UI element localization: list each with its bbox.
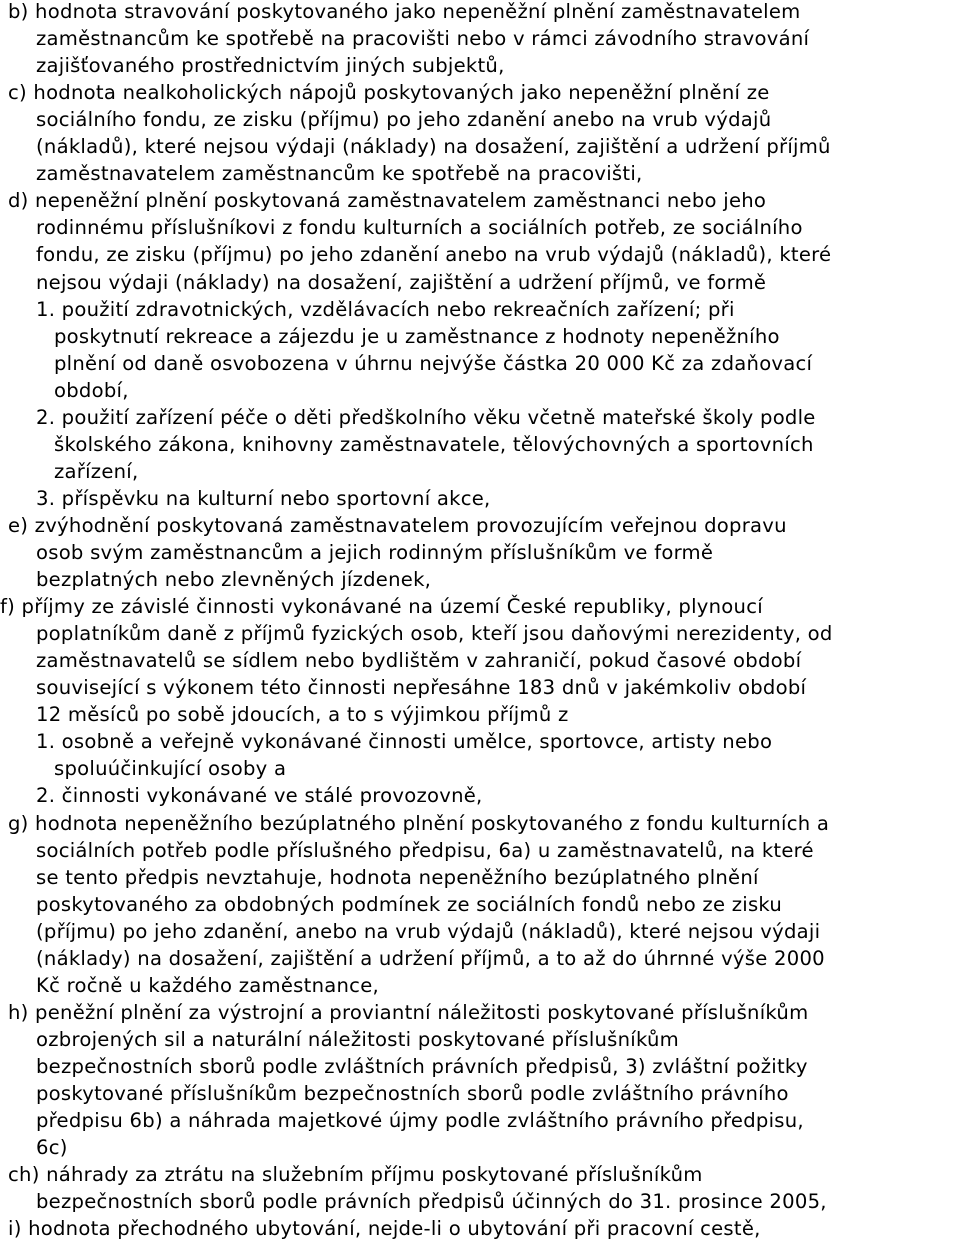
text-line: e) zvýhodnění poskytovaná zaměstnavatelem provozujícím veřejnou dopravu (8, 513, 787, 537)
text-line: rodinnému příslušníkovi z fondu kulturních a sociálních potřeb, ze sociálního (36, 216, 803, 240)
text-line: související s výkonem této činnosti nepřesáhne 183 dnů v jakémkoliv období (36, 676, 807, 700)
text-line: 2. použití zařízení péče o děti předškolního věku včetně mateřské školy podle (36, 405, 816, 429)
text-line: poplatníkům daně z příjmů fyzických osob, kteří jsou daňovými nerezidenty, od (36, 622, 833, 646)
text-line: fondu, ze zisku (příjmu) po jeho zdanění anebo na vrub výdajů (nákladů), které (36, 243, 832, 267)
text-line: Kč ročně u každého zaměstnance, (36, 973, 379, 997)
text-line: bezpečnostních sborů podle právních předpisů účinných do 31. prosince 2005, (36, 1190, 827, 1214)
text-line: školského zákona, knihovny zaměstnavatele, tělovýchovných a sportovních (54, 432, 814, 456)
text-line: f) příjmy ze závislé činnosti vykonávané na území České republiky, plynoucí (0, 595, 763, 619)
text-line: ch) náhrady za ztrátu na služebním příjmu poskytované příslušníkům (8, 1163, 703, 1187)
text-line: sociálních potřeb podle příslušného předpisu, 6a) u zaměstnavatelů, na které (36, 838, 814, 862)
text-line: poskytované příslušníkům bezpečnostních sborů podle zvláštního právního (36, 1082, 789, 1105)
text-line: spoluúčinkující osoby a (54, 757, 287, 781)
text-line: předpisu 6b) a náhrada majetkové újmy podle zvláštního právního předpisu, (36, 1109, 804, 1133)
text-line: (příjmu) po jeho zdanění, anebo na vrub výdajů (nákladů), které nejsou výdaji (36, 919, 821, 943)
text-line: 3. příspěvku na kulturní nebo sportovní akce, (36, 486, 491, 510)
text-line: 1. použití zdravotnických, vzdělávacích nebo rekreačních zařízení; při (36, 297, 735, 321)
text-line: b) hodnota stravování poskytovaného jako nepeněžní plnění zaměstnavatelem (8, 0, 801, 23)
text-line: 2. činnosti vykonávané ve stálé provozovně, (36, 784, 483, 808)
text-line: zaměstnavatelem zaměstnancům ke spotřebě na pracovišti, (36, 162, 643, 186)
text-line: zařízení, (54, 459, 139, 483)
text-line: plnění od daně osvobozena v úhrnu nejvýše částka 20 000 Kč za zdaňovací (54, 351, 813, 375)
text-line: zaměstnancům ke spotřebě na pracovišti nebo v rámci závodního stravování (36, 27, 810, 51)
text-line: zaměstnavatelů se sídlem nebo bydlištěm v zahraničí, pokud časové období (36, 649, 802, 673)
text-line: 12 měsíců po sobě jdoucích, a to s výjimkou příjmů z (36, 703, 569, 727)
text-line: h) peněžní plnění za výstrojní a proviantní náležitosti poskytované příslušníkům (8, 1000, 809, 1024)
text-line: d) nepeněžní plnění poskytovaná zaměstnavatelem zaměstnanci nebo jeho (8, 189, 767, 213)
text-line: se tento předpis nevztahuje, hodnota nepeněžního bezúplatného plnění (36, 865, 759, 889)
text-line: c) hodnota nealkoholických nápojů poskytovaných jako nepeněžní plnění ze (8, 81, 770, 105)
text-line: bezpečnostních sborů podle zvláštních právních předpisů, 3) zvláštní požitky (36, 1054, 808, 1078)
text-line: i) hodnota přechodného ubytování, nejde-li o ubytování při pracovní cestě, (8, 1217, 761, 1241)
text-line: g) hodnota nepeněžního bezúplatného plnění poskytovaného z fondu kulturních a (8, 811, 830, 835)
text-line: (náklady) na dosažení, zajištění a udržení příjmů, a to až do úhrnné výše 2000 (36, 946, 825, 970)
text-line: 6c) (36, 1136, 68, 1160)
text-line: poskytnutí rekreace a zájezdu je u zaměstnance z hodnoty nepeněžního (54, 324, 780, 348)
text-line: ozbrojených sil a naturální náležitosti poskytované příslušníkům (36, 1027, 679, 1051)
text-line: 1. osobně a veřejně vykonávané činnosti umělce, sportovce, artisty nebo (36, 730, 773, 754)
text-line: zajišťovaného prostřednictvím jiných subjektů, (36, 54, 505, 78)
text-line: období, (54, 378, 129, 402)
text-line: sociálního fondu, ze zisku (příjmu) po jeho zdanění anebo na vrub výdajů (36, 108, 772, 132)
text-line: osob svým zaměstnancům a jejich rodinným příslušníkům ve formě (36, 541, 714, 564)
text-line: (nákladů), které nejsou výdaji (náklady) na dosažení, zajištění a udržení příjmů (36, 135, 831, 159)
text-line: bezplatných nebo zlevněných jízdenek, (36, 568, 432, 592)
text-line: nejsou výdaji (náklady) na dosažení, zajištění a udržení příjmů, ve formě (36, 270, 767, 294)
text-line: poskytovaného za obdobných podmínek ze sociálních fondů nebo ze zisku (36, 892, 783, 916)
